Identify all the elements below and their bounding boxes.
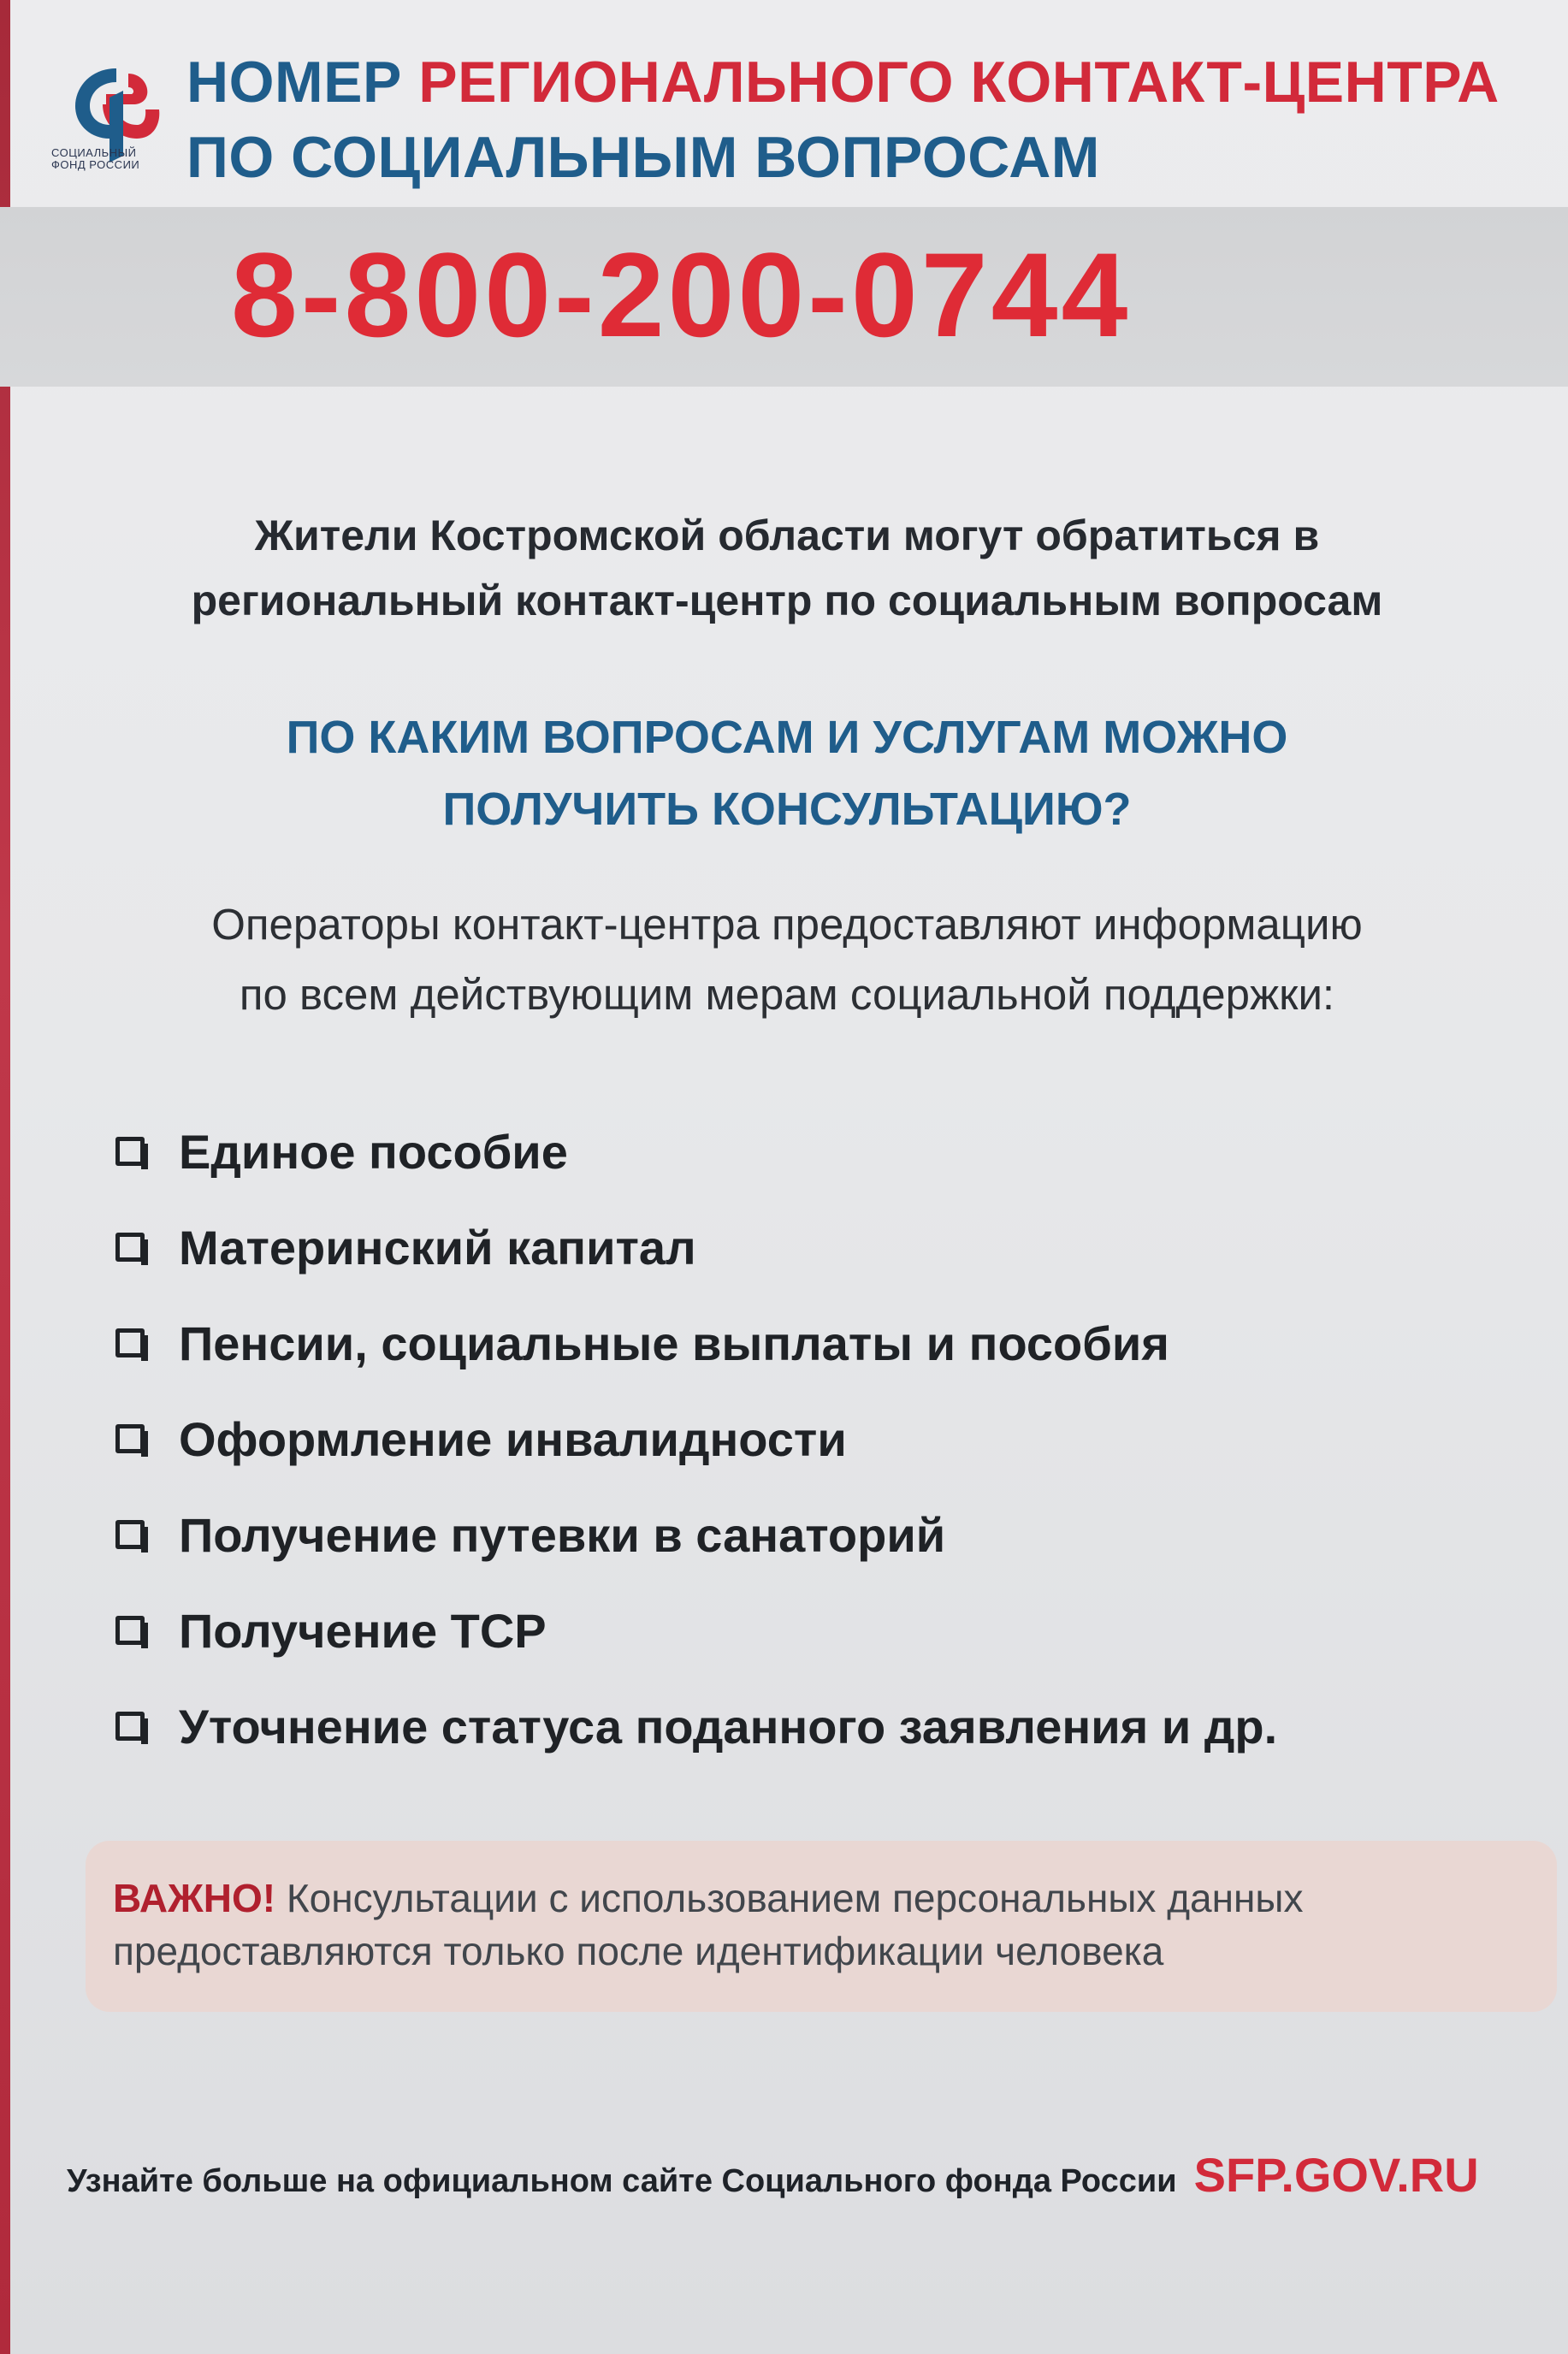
service-label: Уточнение статуса поданного заявления и др. [179,1699,1278,1754]
intro-line1: Жители Костромской области могут обратиться в [254,512,1320,559]
header-title-line2: ПО СОЦИАЛЬНЫМ ВОПРОСАМ [186,125,1100,190]
list-item [115,1295,1484,1391]
intro-text [51,503,1523,633]
important-line1-text: Консультации с использованием персональных данных [275,1876,1304,1920]
checkbox-icon [115,1520,145,1549]
list-item [115,1582,1484,1678]
footer [67,2147,1555,2203]
logo-caption-line1: СОЦИАЛЬНЫЙ [51,146,137,159]
header-title-part1: НОМЕР [186,50,419,115]
important-line2: предоставляются только после идентификации человека [113,1929,1164,1973]
service-label: Получение ТСР [179,1603,547,1658]
important-label: ВАЖНО! [113,1876,276,1920]
question-line2: ПОЛУЧИТЬ КОНСУЛЬТАЦИЮ? [442,784,1132,835]
checkbox-icon [115,1233,145,1262]
service-label: Получение путевки в санаторий [179,1507,946,1562]
checkbox-icon [115,1712,145,1741]
header-title [186,44,1555,195]
service-label: Материнский капитал [179,1220,696,1275]
logo-caption [51,147,167,171]
operators-line2: по всем действующим мерам социальной поддержки: [239,970,1335,1019]
header-title-part2: РЕГИОНАЛЬНОГО КОНТАКТ-ЦЕНТРА [418,50,1500,115]
header-title-line1 [186,44,1555,120]
service-label: Единое пособие [179,1124,568,1179]
operators-text [51,890,1523,1030]
service-label: Оформление инвалидности [179,1411,847,1466]
checkbox-icon [115,1328,145,1357]
service-label: Пенсии, социальные выплаты и пособия [179,1316,1169,1370]
footer-text: Узнайте больше на официальном сайте Социального фонда России [67,2163,1177,2199]
list-item [115,1199,1484,1295]
checkbox-icon [115,1137,145,1166]
important-line1 [113,1872,1530,1925]
checkbox-icon [115,1616,145,1645]
important-notice [86,1841,1557,2012]
logo-caption-line2: ФОНД РОССИИ [51,158,140,171]
list-item [115,1678,1484,1774]
question-heading [51,701,1523,845]
phone-number: 8-800-200-0744 [231,228,1132,362]
list-item [115,1487,1484,1582]
operators-line1: Операторы контакт-центра предоставляют информацию [211,900,1363,949]
intro-line2: региональный контакт-центр по социальным вопросам [191,577,1383,624]
list-item [115,1391,1484,1487]
list-item [115,1103,1484,1199]
checkbox-icon [115,1424,145,1453]
question-line1: ПО КАКИМ ВОПРОСАМ И УСЛУГАМ МОЖНО [286,712,1288,763]
services-list [115,1103,1484,1774]
important-text [113,1872,1530,1978]
website-link[interactable]: SFP.GOV.RU [1193,2148,1479,2202]
